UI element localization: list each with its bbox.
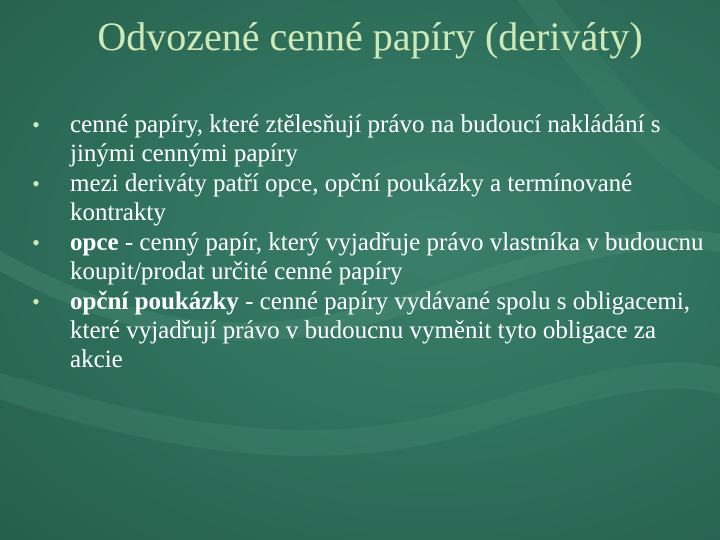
slide-title: Odvozené cenné papíry (deriváty): [97, 14, 643, 59]
bullet-text: cenné papíry, které ztělesňují právo na budoucí nakládání s jinými cennými papíry: [70, 111, 661, 167]
bullet-lead: opce: [70, 229, 119, 256]
bullet-item: [26, 169, 706, 227]
bullet-item: [26, 228, 706, 286]
bullet-text: - cenné papíry vydávané spolu s obligacemi, které vyjadřují právo v budoucnu vyměnit tyto obligace za akcie: [70, 288, 691, 373]
bullet-icon: •: [32, 112, 40, 137]
bullet-item: [26, 287, 706, 374]
bullet-icon: •: [32, 230, 40, 255]
bullet-icon: •: [32, 289, 40, 314]
bullet-text: - cenný papír, který vyjadřuje právo vlastníka v budoucnu koupit/prodat určité cenné papíry: [70, 229, 704, 285]
bullet-lead: opční poukázky: [70, 288, 239, 315]
bullet-item: [26, 110, 706, 168]
bullet-text: mezi deriváty patří opce, opční poukázky a termínované kontrakty: [70, 170, 633, 226]
bullet-icon: •: [32, 171, 40, 196]
bullet-list: [26, 110, 706, 375]
